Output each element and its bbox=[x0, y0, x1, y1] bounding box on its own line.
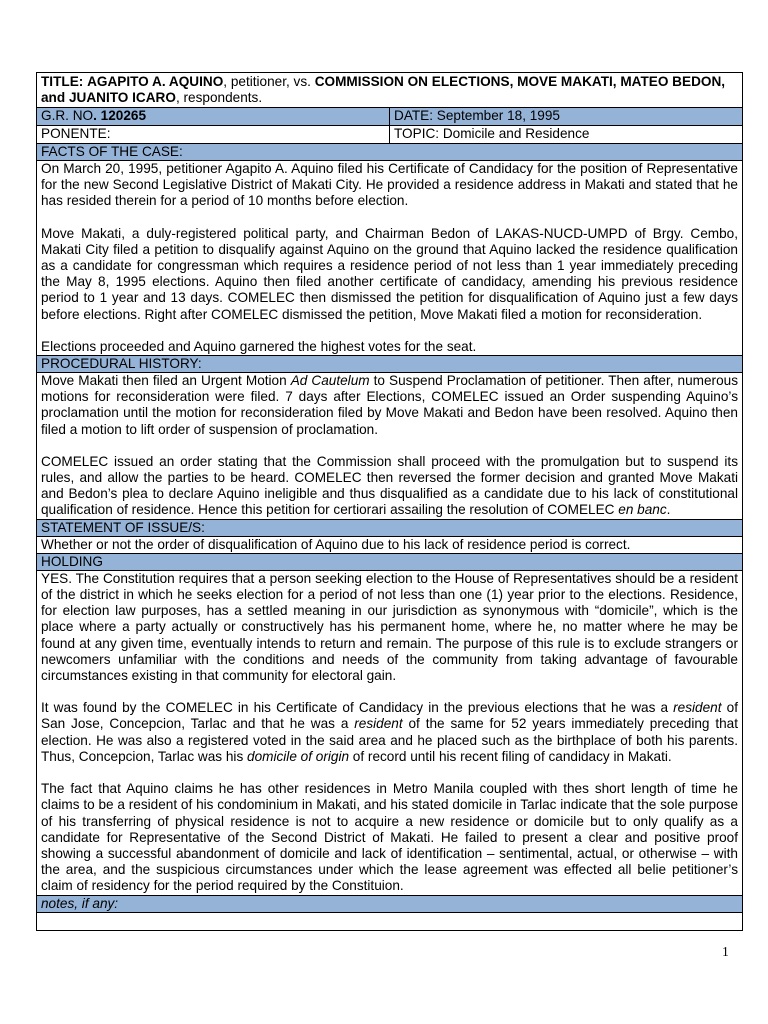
facts-heading: FACTS OF THE CASE: bbox=[37, 144, 742, 161]
gr-date-row bbox=[37, 108, 742, 126]
facts-paragraph: Elections proceeded and Aquino garnered the highest votes for the seat. bbox=[41, 338, 477, 354]
holding-heading: HOLDING bbox=[37, 554, 742, 571]
holding-paragraph: It was found by the COMELEC in his Certificate of Candidacy in the previous elections that he was a resident of San Jose, Concepcion, Tarlac and that he was a resident of the same for 52 years immediately preceding that election. He was also a registered voted in the said area and he placed such as the birthplace of both his parents. Thus, Concepcion, Tarlac was his domicile of origin of record until his recent filing of candidacy in Makati. bbox=[41, 700, 738, 764]
notes-heading: notes, if any: bbox=[37, 896, 742, 913]
ponente-topic-row bbox=[37, 126, 742, 144]
gr-label: G.R. NO bbox=[41, 108, 94, 123]
facts-paragraph: Move Makati, a duly-registered political party, and Chairman Bedon of LAKAS-NUCD-UMPD of Brgy. Cembo, Makati City filed a petition to disqualify against Aquino on the ground that Aquino lacked the residence qualification as a candidate for congressman which requires a residence period of not less than 1 year immediately preceding the May 8, 1995 elections. Aquino then filed another certificate of candidacy, amending his previous residence period to 1 year and 13 days. COMELEC then dismissed the petition for disqualification of Aquino just a few days before elections. Right after COMELEC dismissed the petition, Move Makati filed a motion for reconsideration. bbox=[41, 225, 738, 322]
case-title bbox=[37, 73, 742, 108]
petitioner-name: AGAPITO A. AQUINO bbox=[87, 74, 224, 89]
page-number: 1 bbox=[722, 944, 729, 959]
facts-paragraph: On March 20, 1995, petitioner Agapito A. Aquino filed his Certificate of Candidacy for the position of Representative for the new Second Legislative District of Makati City. He provided a residence address in Makati and stated that he has resided therein for a period of 10 months before election. bbox=[41, 161, 738, 209]
holding-paragraph: YES. The Constitution requires that a person seeking election to the House of Representatives should be a resident of the district in which he seeks election for a period of not less than one (1) year prior to the elections. Residence, for election law purposes, has a settled meaning in our jurisdiction as synonymous with “domicile”, which is the place where a party actually or constructively has his permanent home, where he, no matter where he may be found at any given time, eventually intends to return and remain. The purpose of this rule is to exclude strangers or newcomers unfamiliar with the conditions and needs of the community from taking advantage of favourable circumstances existing in that community for electoral gain. bbox=[41, 570, 738, 684]
respondents-role: , respondents. bbox=[175, 90, 263, 105]
procedural-paragraph: COMELEC issued an order stating that the Commission shall proceed with the promulgation but to suspend its rules, and allow the parties to be heard. COMELEC then reversed the former decision and granted Move Makati and Bedon’s plea to declare Aquino ineligible and thus disqualified as a candidate due to his lack of constitutional qualification of residence. Hence this petition for certiorari assailing the resolution of COMELEC en banc. bbox=[41, 453, 738, 518]
title-label: TITLE: bbox=[41, 74, 84, 89]
holding-paragraph: The fact that Aquino claims he has other residences in Metro Manila coupled with thes short length of time he claims to be a resident of his condominium in Makati, and his stated domicile in Tarlac indicate that the sole purpose of his transferring of physical residence is not to acquire a new residence or domicile but to only qualify as a candidate for Representative of the Second District of Makati. He failed to present a clear and positive proof showing a successful abandonment of domicile and lack of identification – sentimental, actual, or otherwise – with the area, and the suspicious circumstances under which the lease agreement was effected all belie petitioner’s claim of residency for the period required by the Constituion. bbox=[41, 781, 738, 894]
procedural-paragraph: Move Makati then filed an Urgent Motion Ad Cautelum to Suspend Proclamation of petitioner. Then after, numerous motions for reconsideration were filed. 7 days after Elections, COMELEC issued an Order suspending Aquino’s proclamation until the motion for reconsideration filed by Move Makati and Bedon have been resolved. Aquino then filed a motion to lift order of suspension of proclamation. bbox=[41, 373, 738, 437]
topic: TOPIC: Domicile and Residence bbox=[394, 126, 590, 141]
petitioner-role: , petitioner, vs. bbox=[223, 74, 315, 89]
procedural-history-heading: PROCEDURAL HISTORY: bbox=[37, 356, 742, 373]
gr-number bbox=[37, 108, 390, 125]
case-date: DATE: September 18, 1995 bbox=[394, 108, 560, 123]
ponente: PONENTE: bbox=[37, 126, 390, 143]
issue-body: Whether or not the order of disqualification of Aquino due to his lack of residence period is correct. bbox=[37, 537, 742, 554]
gr-number-value: . 120265 bbox=[93, 108, 147, 123]
procedural-history-body bbox=[37, 373, 742, 520]
respondents-names: COMMISSION ON ELECTIONS, MOVE MAKATI, MATEO BEDON, and JUANITO ICARO bbox=[41, 74, 726, 105]
case-digest-table bbox=[36, 72, 743, 931]
holding-body bbox=[37, 571, 742, 896]
notes-body bbox=[37, 913, 742, 930]
issue-heading: STATEMENT OF ISSUE/S: bbox=[37, 520, 742, 537]
facts-body bbox=[37, 161, 742, 356]
